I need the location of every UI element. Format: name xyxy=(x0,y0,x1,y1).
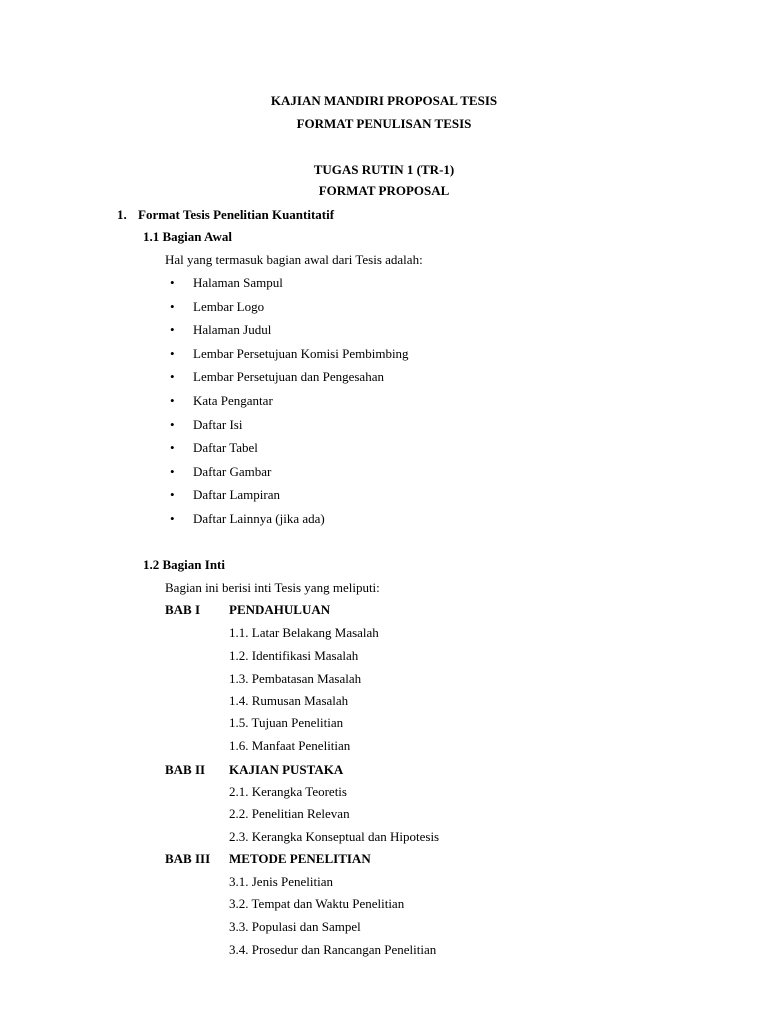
chapter-item: 1.1. Latar Belakang Masalah xyxy=(229,625,379,640)
bagian-awal-intro: Hal yang termasuk bagian awal dari Tesis adalah: xyxy=(165,252,423,267)
chapter-item: 1.5. Tujuan Penelitian xyxy=(229,715,344,730)
list-item: Lembar Persetujuan Komisi Pembimbing xyxy=(193,346,409,361)
chapter-item: 1.4. Rumusan Masalah xyxy=(229,693,349,708)
list-item: Daftar Gambar xyxy=(193,464,272,479)
subsection-heading-bagian-inti: 1.2 Bagian Inti xyxy=(143,557,225,572)
chapter-item: 1.3. Pembatasan Masalah xyxy=(229,671,362,686)
bullet-icon: • xyxy=(170,275,175,290)
list-item: Halaman Sampul xyxy=(193,275,283,290)
list-item: Kata Pengantar xyxy=(193,393,273,408)
chapter-item: 2.1. Kerangka Teoretis xyxy=(229,784,347,799)
chapter-label: BAB I xyxy=(165,602,201,617)
list-item: Daftar Lampiran xyxy=(193,487,280,502)
bullet-icon: • xyxy=(170,299,175,314)
chapter-item: 2.3. Kerangka Konseptual dan Hipotesis xyxy=(229,829,440,844)
bullet-icon: • xyxy=(170,346,175,361)
bullet-icon: • xyxy=(170,417,175,432)
bullet-icon: • xyxy=(170,487,175,502)
chapter-title: KAJIAN PUSTAKA xyxy=(229,762,344,777)
list-item: Lembar Logo xyxy=(193,299,265,314)
chapter-item: 3.2. Tempat dan Waktu Penelitian xyxy=(229,896,405,911)
chapter-label: BAB II xyxy=(165,762,206,777)
list-item: Daftar Lainnya (jika ada) xyxy=(193,511,325,526)
task-title: TUGAS RUTIN 1 (TR-1) xyxy=(313,162,455,177)
chapter-item: 2.2. Penelitian Relevan xyxy=(229,806,350,821)
list-item: Lembar Persetujuan dan Pengesahan xyxy=(193,369,384,384)
list-item: Daftar Isi xyxy=(193,417,243,432)
chapter-item: 3.3. Populasi dan Sampel xyxy=(229,919,361,934)
bullet-icon: • xyxy=(170,464,175,479)
doc-subtitle: FORMAT PENULISAN TESIS xyxy=(296,116,472,131)
section-number: 1. xyxy=(117,207,127,222)
chapter-title: METODE PENELITIAN xyxy=(229,851,371,866)
bullet-icon: • xyxy=(170,393,175,408)
chapter-item: 1.6. Manfaat Penelitian xyxy=(229,738,351,753)
bullet-icon: • xyxy=(170,511,175,526)
task-subtitle: FORMAT PROPOSAL xyxy=(318,183,450,198)
chapter-item: 3.4. Prosedur dan Rancangan Penelitian xyxy=(229,942,437,957)
doc-title: KAJIAN MANDIRI PROPOSAL TESIS xyxy=(270,93,498,108)
list-item: Halaman Judul xyxy=(193,322,272,337)
subsection-heading-bagian-awal: 1.1 Bagian Awal xyxy=(143,229,232,244)
section-heading: Format Tesis Penelitian Kuantitatif xyxy=(138,207,335,222)
chapter-item: 1.2. Identifikasi Masalah xyxy=(229,648,359,663)
chapter-label: BAB III xyxy=(165,851,211,866)
bullet-icon: • xyxy=(170,322,175,337)
list-item: Daftar Tabel xyxy=(193,440,258,455)
bullet-icon: • xyxy=(170,369,175,384)
bagian-inti-intro: Bagian ini berisi inti Tesis yang meliputi: xyxy=(165,580,380,595)
chapter-title: PENDAHULUAN xyxy=(229,602,331,617)
chapter-item: 3.1. Jenis Penelitian xyxy=(229,874,333,889)
bullet-icon: • xyxy=(170,440,175,455)
